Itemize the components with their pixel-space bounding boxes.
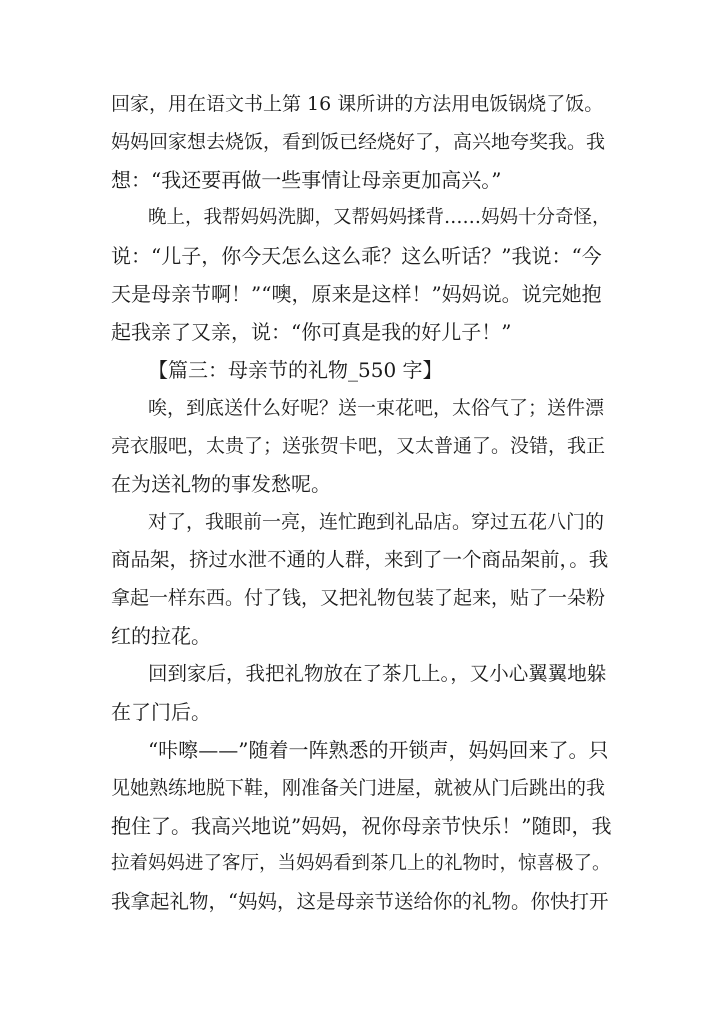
text-line: 红的拉花。	[111, 624, 211, 648]
text-line: “咔嚓——”随着一阵熟悉的开锁声，妈妈回来了。只	[148, 738, 609, 762]
text-line: 在了门后。	[111, 700, 211, 724]
text-line: 回到家后，我把礼物放在了茶几上。，又小心翼翼地躲	[148, 662, 607, 685]
text-line: 拉着妈妈进了客厅，当妈妈看到茶几上的礼物时，惊喜极了。	[111, 853, 611, 874]
text-line: 想：“我还要再做一些事情让母亲更加高兴。”	[111, 168, 502, 192]
text-line: 妈妈回家想去烧饭，看到饭已经烧好了，高兴地夸奖我。我	[111, 131, 606, 153]
text-line: 起我亲了又亲，说：“你可真是我的好儿子！”	[111, 320, 512, 344]
text-line: 见她熟练地脱下鞋，刚准备关门进屋，就被从门后跳出的我	[111, 777, 606, 799]
section-heading: 【篇三：母亲节的礼物_550 字】	[148, 358, 443, 382]
text-line: 唉，到底送什么好呢？送一束花吧，太俗气了；送件漂	[148, 397, 605, 419]
text-line: 我拿起礼物，“妈妈，这是母亲节送给你的礼物。你快打开	[111, 890, 609, 913]
text-line: 晚上，我帮妈妈洗脚，又帮妈妈揉背……妈妈十分奇怪，	[148, 207, 611, 228]
text-line: 对了，我眼前一亮，连忙跑到礼品店。穿过五花八门的	[148, 511, 605, 533]
text-line: 亮衣服吧，太贵了；送张贺卡吧，又太普通了。没错，我正	[111, 435, 606, 457]
text-line: 天是母亲节啊！”“噢，原来是这样！”妈妈说。说完她抱	[111, 282, 602, 306]
text-line: 抱住了。我高兴地说”妈妈，祝你母亲节快乐！”随即，我	[111, 814, 612, 838]
text-line: 商品架，挤过水泄不通的人群，来到了一个商品架前，。我	[111, 548, 609, 571]
text-line: 拿起一样东西。付了钱，又把礼物包装了起来，贴了一朵粉	[111, 587, 606, 609]
text-line: 回家，用在语文书上第 16 课所讲的方法用电饭锅烧了饭。	[111, 93, 604, 115]
text-line: 在为送礼物的事发愁呢。	[111, 472, 331, 496]
text-line: 说：“儿子，你今天怎么这么乖？这么听话？”我说：“今	[111, 244, 602, 268]
